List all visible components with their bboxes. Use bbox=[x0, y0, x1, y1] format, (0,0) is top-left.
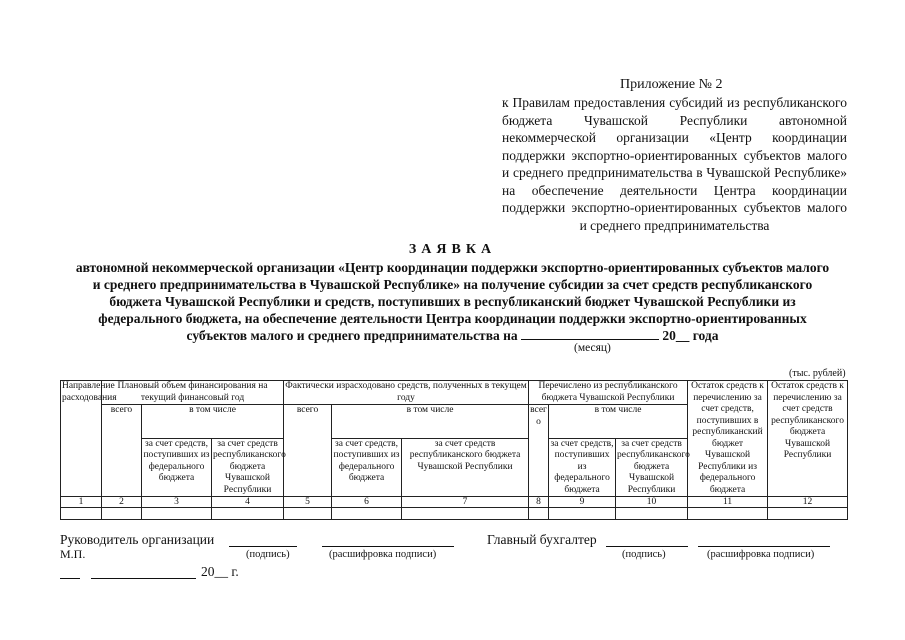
header-fact-federal: за счет средств, поступивших из федерального бюджета bbox=[332, 438, 402, 497]
header-direction: Направление расходования bbox=[61, 381, 102, 497]
column-number: 8 bbox=[529, 497, 549, 508]
date-month-line[interactable] bbox=[91, 578, 196, 579]
table-cell[interactable] bbox=[102, 508, 142, 520]
table-row bbox=[61, 508, 848, 520]
accountant-signature-line[interactable] bbox=[606, 546, 688, 547]
head-signature-hint: (подпись) bbox=[246, 549, 290, 560]
header-rest-federal: Остаток средств к перечислению за счет средств, поступивших в республиканский бюджет Чувашской Республики из федерального бюджета bbox=[688, 381, 768, 497]
header-fact-republic: за счет средств республиканского бюджета Чувашской Республики bbox=[402, 438, 529, 497]
accountant-decoding-hint: (расшифровка подписи) bbox=[707, 549, 815, 560]
column-number: 5 bbox=[284, 497, 332, 508]
column-number-row bbox=[61, 497, 848, 508]
appendix-title: Приложение № 2 bbox=[620, 77, 723, 92]
table-cell[interactable] bbox=[549, 508, 616, 520]
document-subtitle bbox=[75, 259, 830, 344]
header-transferred-total: всего bbox=[529, 405, 549, 497]
column-number: 9 bbox=[549, 497, 616, 508]
head-decoding-line[interactable] bbox=[322, 546, 454, 547]
head-signature-line[interactable] bbox=[229, 546, 297, 547]
head-decoding-hint: (расшифровка подписи) bbox=[329, 549, 437, 560]
header-fact-including: в том числе bbox=[332, 405, 529, 439]
column-number: 3 bbox=[142, 497, 212, 508]
document-title: ЗАЯВКА bbox=[408, 242, 497, 257]
date-day-line[interactable] bbox=[60, 578, 80, 579]
appendix-text: к Правилам предоставления субсидий из республиканского бюджета Чувашской Республики автономной некоммерческой организации «Центр координации поддержки экспортно-ориентированных субъектов малого и среднего предпринимательства в Чувашской Республике» на обеспечение деятельности Центра координации поддержки экспортно-ориентированных субъектов малого и среднего предпринимательства bbox=[502, 95, 847, 233]
table-cell[interactable] bbox=[529, 508, 549, 520]
column-number: 7 bbox=[402, 497, 529, 508]
column-number: 2 bbox=[102, 497, 142, 508]
table-cell[interactable] bbox=[332, 508, 402, 520]
header-rest-republic: Остаток средств к перечислению за счет средств республиканского бюджета Чувашской Республики bbox=[768, 381, 848, 497]
date-year: 20__ г. bbox=[201, 564, 239, 579]
column-number: 4 bbox=[212, 497, 284, 508]
header-transferred: Перечислено из республиканского бюджета Чувашской Республики bbox=[529, 381, 688, 405]
column-number: 12 bbox=[768, 497, 848, 508]
head-label: Руководитель организации bbox=[60, 532, 215, 547]
column-number: 1 bbox=[61, 497, 102, 508]
header-transferred-including: в том числе bbox=[549, 405, 688, 439]
subtitle-year: 20__ года bbox=[662, 328, 719, 343]
accountant-label: Главный бухгалтер bbox=[487, 532, 597, 547]
table-cell[interactable] bbox=[402, 508, 529, 520]
column-number: 10 bbox=[616, 497, 688, 508]
stamp-label: М.П. bbox=[60, 547, 86, 561]
header-plan-republic: за счет средств республиканского бюджета Чувашской Республики bbox=[213, 438, 286, 495]
header-plan: Плановый объем финансирования на текущий финансовый год bbox=[102, 381, 284, 405]
header-fact: Фактически израсходовано средств, полученных в текущем году bbox=[285, 381, 527, 403]
column-number: 6 bbox=[332, 497, 402, 508]
application-table bbox=[60, 380, 848, 520]
accountant-signature-hint: (подпись) bbox=[622, 549, 666, 560]
header-plan-total: всего bbox=[102, 405, 142, 497]
units-label: (тыс. рублей) bbox=[789, 368, 846, 379]
subtitle-text: автономной некоммерческой организации «Центр координации поддержки экспортно-ориентированных субъектов малого и среднего предпринимательства в Чувашской Республике» на получение субсидии за счет средств республиканского бюджета Чувашской Республики и средств, поступивших в республиканский бюджет Чувашской Республики из федерального бюджета, на обеспечение деятельности Центра координации поддержки экспортно-ориентированных субъектов малого и среднего предпринимательства на bbox=[75, 260, 830, 343]
header-fact-total: всего bbox=[284, 405, 332, 497]
table-cell[interactable] bbox=[142, 508, 212, 520]
header-plan-including: в том числе bbox=[142, 405, 284, 439]
table-cell[interactable] bbox=[284, 508, 332, 520]
header-plan-federal: за счет средств, поступивших из федерального бюджета bbox=[142, 438, 212, 497]
table-cell[interactable] bbox=[688, 508, 768, 520]
header-transferred-federal: за счет средств, поступивших из федерального бюджета bbox=[550, 438, 614, 495]
table-cell[interactable] bbox=[616, 508, 688, 520]
accountant-decoding-line[interactable] bbox=[698, 546, 830, 547]
table-cell[interactable] bbox=[768, 508, 848, 520]
month-blank[interactable] bbox=[521, 339, 659, 340]
header-transferred-republic: за счет средств республиканского бюджета Чувашской Республики bbox=[617, 438, 690, 495]
table-cell[interactable] bbox=[61, 508, 102, 520]
column-number: 11 bbox=[688, 497, 768, 508]
month-hint: (месяц) bbox=[574, 342, 611, 354]
table-cell[interactable] bbox=[212, 508, 284, 520]
